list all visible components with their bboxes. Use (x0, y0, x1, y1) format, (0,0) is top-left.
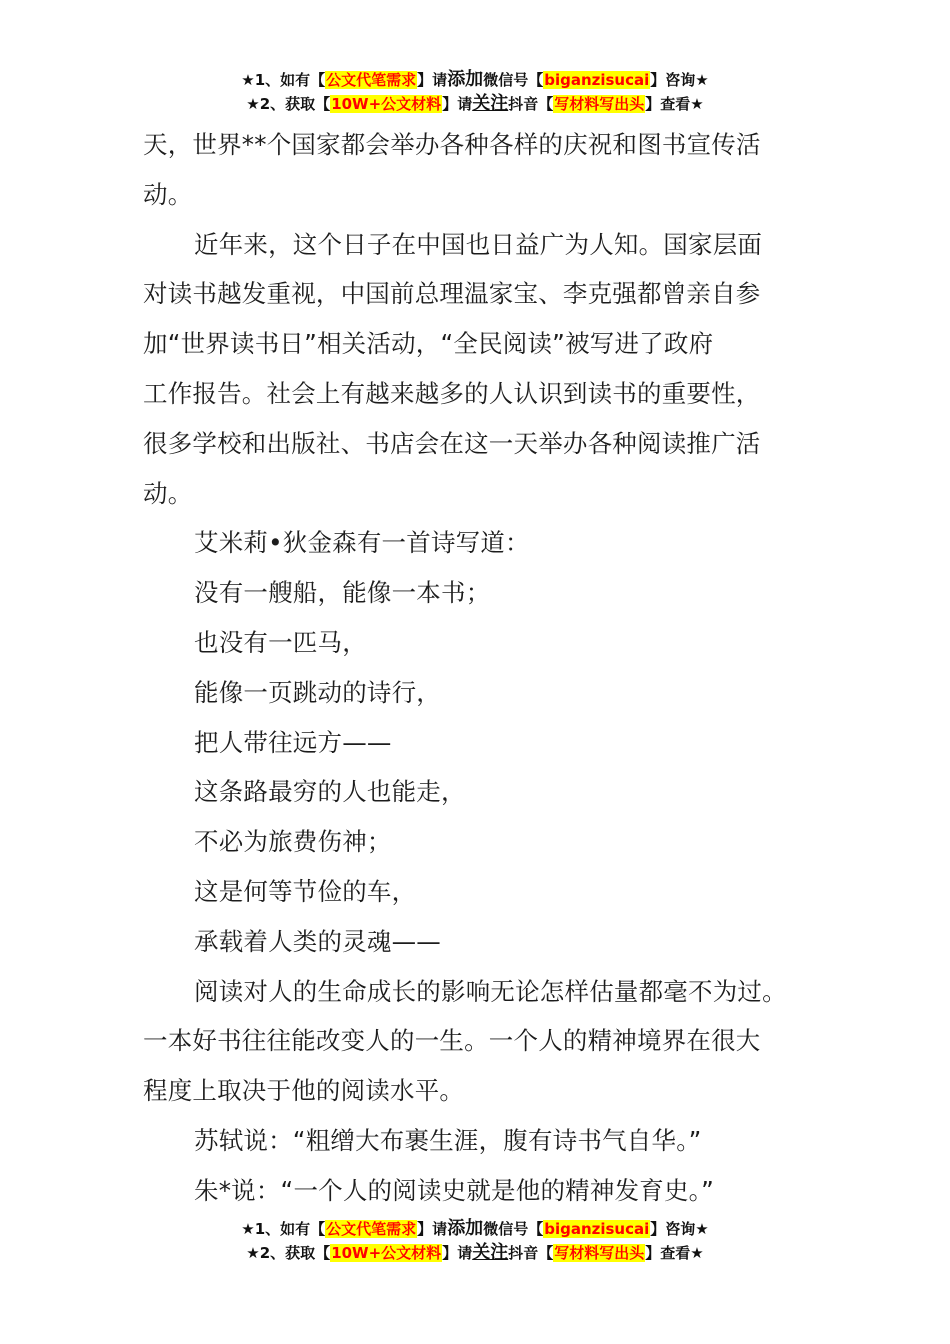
banner-line-1-suffix: 】咨询★ (650, 71, 709, 89)
banner-line-1-highlight-1: 公文代笔需求 (326, 71, 417, 89)
banner-line-2-prefix: ★2、获取【 (246, 95, 331, 113)
banner-line-1-mid-2: 微信号【 (483, 1220, 544, 1238)
quote-line: 苏轼说：“粗缯大布裹生涯，腹有诗书气自华。” (194, 1125, 702, 1155)
poem-line: 承载着人类的灵魂—— (194, 926, 441, 956)
poem-line: 不必为旅费伤神； (194, 827, 392, 857)
banner-line-2-mid-1: 】请 (442, 95, 473, 113)
quote-line: 朱*说：“一个人的阅读史就是他的精神发育史。” (194, 1175, 714, 1205)
banner-line-2-emph: 关注 (472, 1242, 509, 1263)
banner-line-1-highlight-2: biganzisucai (544, 1220, 650, 1238)
poem-line: 能像一页跳动的诗行， (194, 677, 441, 707)
banner-line-1-prefix: ★1、如有【 (241, 71, 326, 89)
body-line: 很多学校和出版社、书店会在这一天举办各种阅读推广活 (143, 428, 761, 458)
banner-line-1-mid-1: 】请 (417, 1220, 448, 1238)
body-line: 加“世界读书日”相关活动，“全民阅读”被写进了政府 (143, 329, 714, 359)
banner-line-1 (0, 1217, 950, 1241)
banner-line-1-highlight-1: 公文代笔需求 (326, 1220, 417, 1238)
banner-line-1-emph: 添加 (447, 1218, 484, 1239)
body-line: 程度上取决于他的阅读水平。 (143, 1076, 465, 1106)
header-banner (0, 68, 950, 116)
poem-line: 也没有一匹马， (194, 627, 367, 657)
banner-line-2-highlight-2: 写材料写出头 (554, 1244, 645, 1262)
body-line: 动。 (143, 478, 193, 508)
banner-line-2-highlight-1: 10W+公文材料 (331, 1244, 442, 1262)
banner-line-2-mid-2: 抖音【 (508, 1244, 554, 1262)
body-line: 天，世界**个国家都会举办各种各样的庆祝和图书宣传活 (143, 130, 761, 159)
body-line: 阅读对人的生命成长的影响无论怎样估量都毫不为过。 (194, 976, 787, 1006)
banner-line-1-mid-2: 微信号【 (483, 71, 544, 89)
banner-line-2 (0, 92, 950, 116)
banner-line-2-mid-2: 抖音【 (508, 95, 554, 113)
banner-line-1-suffix: 】咨询★ (650, 1220, 709, 1238)
banner-line-2-prefix: ★2、获取【 (246, 1244, 331, 1262)
body-line: 对读书越发重视，中国前总理温家宝、李克强都曾亲自参 (143, 279, 761, 309)
body-line: 动。 (143, 179, 193, 209)
banner-line-1-highlight-2: biganzisucai (544, 71, 650, 89)
body-line: 工作报告。社会上有越来越多的人认识到读书的重要性， (143, 378, 761, 408)
body-line: 艾米莉•狄金森有一首诗写道： (194, 528, 530, 558)
banner-line-1 (0, 68, 950, 92)
banner-line-2-emph: 关注 (472, 93, 509, 114)
banner-line-1-emph: 添加 (447, 69, 484, 90)
poem-line: 这是何等节俭的车， (194, 876, 417, 906)
poem-line: 没有一艘船，能像一本书； (194, 578, 491, 608)
poem-line: 这条路最穷的人也能走， (194, 777, 466, 807)
body-line: 近年来，这个日子在中国也日益广为人知。国家层面 (194, 229, 763, 259)
banner-line-1-mid-1: 】请 (417, 71, 448, 89)
banner-line-1-prefix: ★1、如有【 (241, 1220, 326, 1238)
banner-line-2 (0, 1241, 950, 1265)
banner-line-2-mid-1: 】请 (442, 1244, 473, 1262)
banner-line-2-highlight-1: 10W+公文材料 (331, 95, 442, 113)
body-line: 一本好书往往能改变人的一生。一个人的精神境界在很大 (143, 1026, 761, 1056)
banner-line-2-suffix: 】查看★ (645, 1244, 704, 1262)
document-body (143, 120, 803, 1216)
banner-line-2-suffix: 】查看★ (645, 95, 704, 113)
poem-line: 把人带往远方—— (194, 727, 392, 757)
footer-banner (0, 1217, 950, 1265)
banner-line-2-highlight-2: 写材料写出头 (554, 95, 645, 113)
